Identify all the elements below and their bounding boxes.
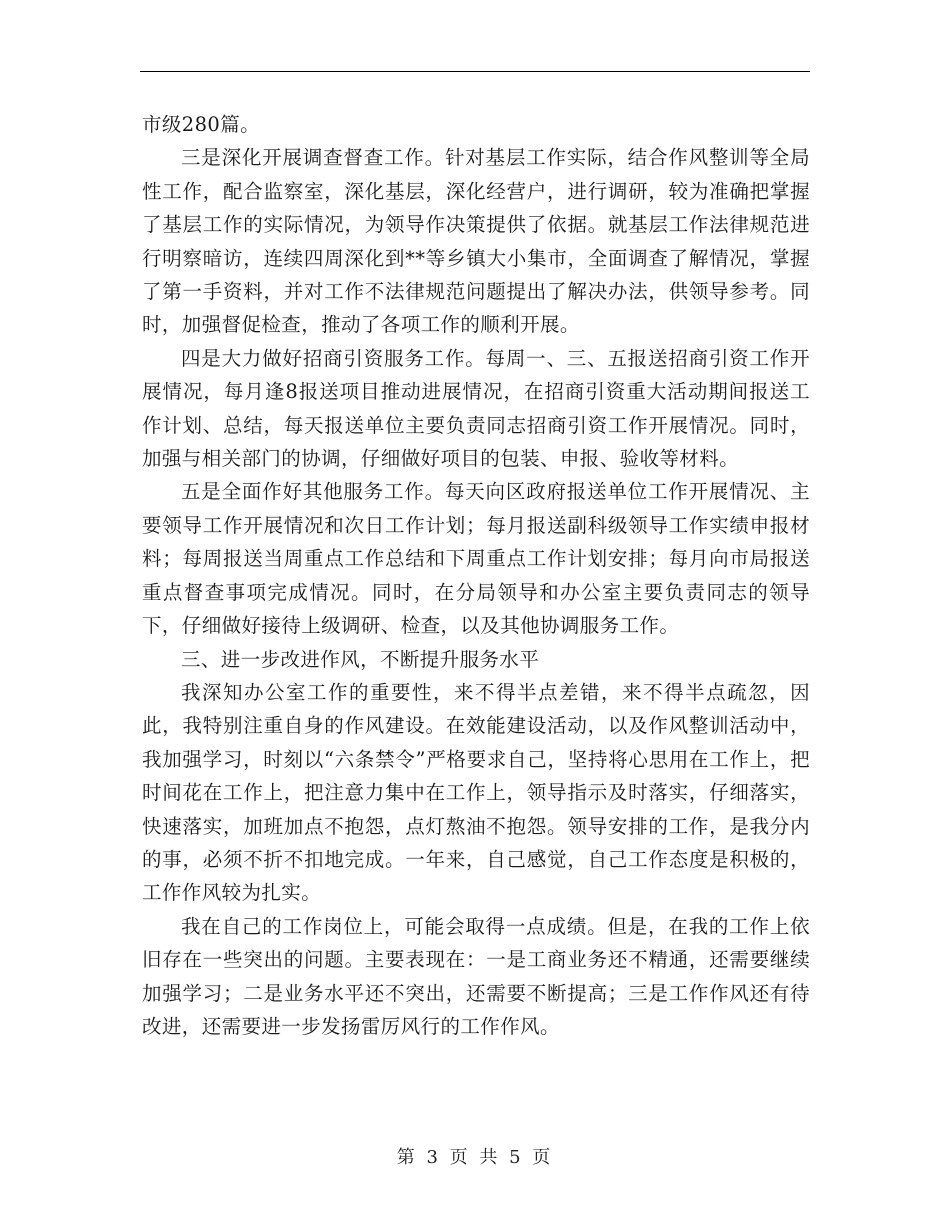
page-number-footer: 第 3 页 共 5 页 [396,1147,554,1168]
paragraph: 三是深化开展调查督查工作。针对基层工作实际，结合作风整训等全局性工作，配合监察室，深化基层，深化经营户，进行调研，较为准确把掌握了基层工作的实际情况，为领导作决策提供了依据。就基层工作法律规范进行明察暗访，连续四周深化到**等乡镇大小集市，全面调查了解情况，掌握了第一手资料，并对工作不法律规范问题提出了解决办法，供领导参考。同时，加强督促检查，推动了各项工作的顺利开展。 [142,146,810,337]
header-rule [140,71,810,72]
document-body [142,108,810,1043]
paragraph: 五是全面作好其他服务工作。每天向区政府报送单位工作开展情况、主要领导工作开展情况和次日工作计划；每月报送副科级领导工作实绩申报材料；每周报送当周重点工作总结和下周重点工作计划安排；每月向市局报送重点督查事项完成情况。同时，在分局领导和办公室主要负责同志的领导下，仔细做好接待上级调研、检查，以及其他协调服务工作。 [142,480,810,638]
section-heading: 三、进一步改进作风，不断提升服务水平 [181,647,540,671]
paragraph: 市级280篇。 [142,113,261,136]
paragraph: 我深知办公室工作的重要性，来不得半点差错，来不得半点疏忽，因此，我特别注重自身的作风建设。在效能建设活动，以及作风整训活动中，我加强学习，时刻以“六条禁令”严格要求自己，坚持将心思用在工作上，把时间花在工作上，把注意力集中在工作上，领导指示及时落实，仔细落实，快速落实，加班加点不抱怨，点灯熬油不抱怨。领导安排的工作，是我分内的事，必须不折不扣地完成。一年来，自己感觉，自己工作态度是积极的，工作作风较为扎实。 [142,680,810,905]
paragraph: 四是大力做好招商引资服务工作。每周一、三、五报送招商引资工作开展情况，每月逢8报送项目推动进展情况，在招商引资重大活动期间报送工作计划、总结，每天报送单位主要负责同志招商引资工作开展情况。同时，加强与相关部门的协调，仔细做好项目的包装、申报、验收等材料。 [142,346,810,471]
paragraph: 我在自己的工作岗位上，可能会取得一点成绩。但是，在我的工作上依旧存在一些突出的问题。主要表现在：一是工商业务还不精通，还需要继续加强学习；二是业务水平还不突出，还需要不断提高；三是工作作风还有待改进，还需要进一步发扬雷厉风行的工作作风。 [142,914,810,1038]
